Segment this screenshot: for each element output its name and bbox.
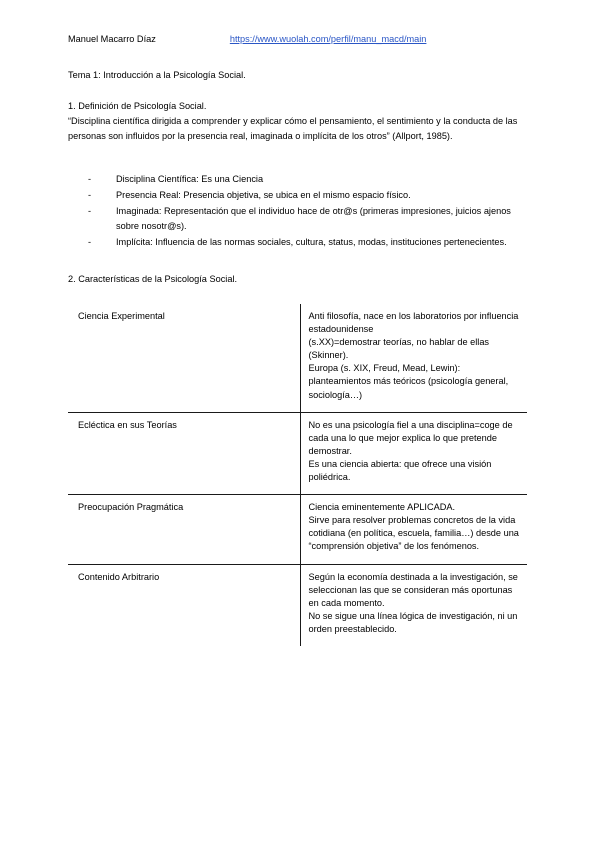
- table-row: [68, 304, 527, 412]
- description-line: Ciencia eminentemente APLICADA.: [308, 502, 456, 513]
- dash-marker-icon: -: [88, 205, 92, 216]
- table-cell-description: [300, 412, 527, 494]
- section-definition: [68, 99, 526, 145]
- table-cell-term: Ecléctica en sus Teorías: [68, 412, 300, 494]
- description-line: Europa (s. XIX, Freud, Mead, Lewin): planteamientos más teóricos (psicología general, sociología…): [308, 363, 509, 400]
- table-cell-term: Contenido Arbitrario: [68, 564, 300, 646]
- description-line: No es una psicología fiel a una disciplina=coge de cada una lo que mejor explica lo que pretende demostrar.: [308, 419, 513, 456]
- description-line: No se sigue una línea lógica de investigación, ni un orden preestablecido.: [308, 610, 518, 634]
- table-row: [68, 564, 527, 646]
- definition-quote: “Disciplina científica dirigida a comprender y explicar cómo el pensamiento, el sentimiento y la conducta de las personas son influidos por la presencia real, imaginada o implícita de los otros” (Allport, 1985).: [68, 116, 518, 142]
- table-cell-description: [300, 495, 527, 564]
- profile-url-link[interactable]: https://www.wuolah.com/perfil/manu_macd/main: [229, 34, 427, 44]
- description-line: Sirve para resolver problemas concretos de la vida cotidiana (en política, escuela, familia…) desde una “comprensión objetiva” de los fenómenos.: [308, 515, 519, 552]
- list-item-text: Disciplina Científica: Es una Ciencia: [116, 174, 264, 184]
- table-cell-description: [300, 304, 527, 412]
- dash-marker-icon: -: [88, 174, 92, 184]
- table-cell-term: Ciencia Experimental: [78, 311, 165, 321]
- list-item: [88, 188, 528, 203]
- list-item-text: Presencia Real: Presencia objetiva, se ubica en el mismo espacio físico.: [116, 189, 411, 200]
- characteristics-table: [68, 304, 527, 646]
- author-name: Manuel Macarro Díaz: [68, 34, 156, 44]
- list-item-text: Imaginada: Representación que el individuo hace de otr@s (primeras impresiones, juicios ajenos sobre nosotr@s).: [116, 205, 511, 231]
- list-item: [88, 172, 528, 187]
- feature-list: [88, 172, 528, 250]
- list-item: [88, 204, 528, 235]
- table-cell-term: Preocupación Pragmática: [68, 495, 300, 564]
- description-line: Según la economía destinada a la investigación, se seleccionan las que se consideran más oportunas en cada momento.: [308, 571, 518, 608]
- section-one-heading: 1. Definición de Psicología Social.: [68, 101, 207, 111]
- table-row: [68, 412, 527, 494]
- description-line: Es una ciencia abierta: que ofrece una visión poliédrica.: [308, 458, 492, 483]
- section-two-heading: 2. Características de la Psicología Social.: [68, 274, 238, 284]
- description-line: Anti filosofía, nace en los laboratorios por influencia estadounidense: [308, 311, 519, 335]
- topic-title: Tema 1: Introducción a la Psicología Social.: [68, 70, 246, 80]
- table-row: [68, 495, 527, 564]
- list-item-text: Implícita: Influencia de las normas sociales, cultura, status, modas, instituciones pertenecientes.: [116, 236, 507, 247]
- document-header: [68, 33, 534, 46]
- dash-marker-icon: -: [88, 189, 92, 200]
- table-cell-description: [300, 564, 527, 646]
- dash-marker-icon: -: [88, 236, 92, 247]
- description-line: (s.XX)=demostrar teorías, no hablar de ellas (Skinner).: [308, 337, 490, 361]
- list-item: [88, 235, 528, 250]
